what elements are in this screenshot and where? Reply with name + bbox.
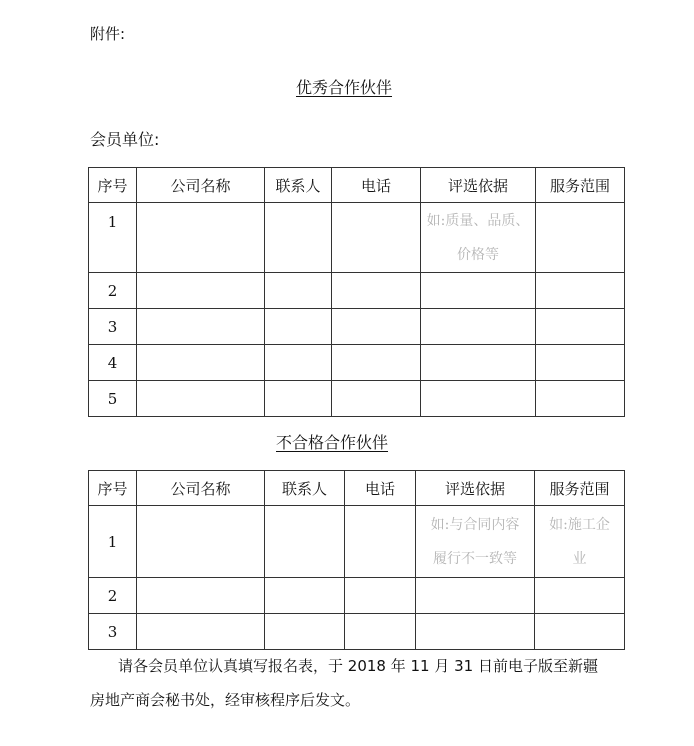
company-name-cell[interactable] [137,578,265,614]
scope-cell[interactable] [536,381,625,417]
basis-hint-line2: 履行不一致等 [433,550,517,567]
contact-cell[interactable] [265,203,332,273]
excellent-partners-table [88,167,625,417]
basis-hint-line1: 如:与合同内容 [430,516,520,533]
unqualified-partners-table [88,470,625,650]
table-row [89,614,625,650]
scope-cell[interactable] [535,506,625,578]
scope-cell[interactable] [535,578,625,614]
basis-cell[interactable] [416,506,535,578]
contact-cell[interactable] [265,273,332,309]
company-name-cell[interactable] [137,309,265,345]
column-header-no: 序号 [89,168,137,203]
contact-cell[interactable] [265,309,332,345]
column-header-contact: 联系人 [265,168,332,203]
phone-cell[interactable] [345,578,416,614]
column-header-basis: 评选依据 [416,471,535,506]
phone-cell[interactable] [332,273,421,309]
basis-cell[interactable] [421,381,536,417]
basis-cell[interactable] [421,203,536,273]
scope-hint-line1: 如:施工企 [549,516,610,533]
column-header-company: 公司名称 [137,168,265,203]
phone-cell[interactable] [332,203,421,273]
phone-cell[interactable] [332,381,421,417]
table-row [89,506,625,578]
unqualified-partners-title: 不合格合作伙伴 [276,433,389,452]
column-header-scope: 服务范围 [535,471,625,506]
scope-cell[interactable] [536,345,625,381]
table-header-row [89,168,625,203]
notice-line-2: 房地产商会秘书处，经审核程序后发文。 [90,691,361,709]
scope-hint-line2: 业 [572,550,587,567]
phone-cell[interactable] [332,345,421,381]
basis-cell[interactable] [421,345,536,381]
basis-cell[interactable] [421,273,536,309]
company-name-cell[interactable] [137,345,265,381]
contact-cell[interactable] [265,506,345,578]
table-row [89,578,625,614]
scope-cell[interactable] [536,203,625,273]
notice-line-1: 请各会员单位认真填写报名表，于 2018 年 11 月 31 日前电子版至新疆 [118,657,598,675]
column-header-phone: 电话 [332,168,421,203]
attachment-label: 附件: [90,25,126,43]
company-name-cell[interactable] [137,273,265,309]
phone-cell[interactable] [345,506,416,578]
contact-cell[interactable] [265,578,345,614]
row-number: 1 [89,506,137,578]
basis-hint-line1: 如:质量、品质、 [426,212,530,229]
basis-cell[interactable] [416,578,535,614]
column-header-no: 序号 [89,471,137,506]
table-row [89,273,625,309]
column-header-scope: 服务范围 [536,168,625,203]
column-header-basis: 评选依据 [421,168,536,203]
column-header-contact: 联系人 [265,471,345,506]
table-header-row [89,471,625,506]
table-row [89,345,625,381]
company-name-cell[interactable] [137,381,265,417]
table-row [89,381,625,417]
company-name-cell[interactable] [137,203,265,273]
phone-cell[interactable] [345,614,416,650]
member-unit-label: 会员单位: [90,130,160,149]
row-number: 2 [89,578,137,614]
row-number: 2 [89,273,137,309]
company-name-cell[interactable] [137,506,265,578]
column-header-phone: 电话 [345,471,416,506]
excellent-partners-title: 优秀合作伙伴 [296,78,393,97]
table-row [89,203,625,273]
row-number: 4 [89,345,137,381]
contact-cell[interactable] [265,614,345,650]
contact-cell[interactable] [265,381,332,417]
company-name-cell[interactable] [137,614,265,650]
basis-cell[interactable] [416,614,535,650]
scope-cell[interactable] [535,614,625,650]
contact-cell[interactable] [265,345,332,381]
table-row [89,309,625,345]
row-number: 5 [89,381,137,417]
basis-cell[interactable] [421,309,536,345]
scope-cell[interactable] [536,309,625,345]
column-header-company: 公司名称 [137,471,265,506]
scope-cell[interactable] [536,273,625,309]
row-number: 3 [89,309,137,345]
phone-cell[interactable] [332,309,421,345]
basis-hint-line2: 价格等 [457,246,499,263]
row-number: 3 [89,614,137,650]
row-number: 1 [89,203,137,273]
